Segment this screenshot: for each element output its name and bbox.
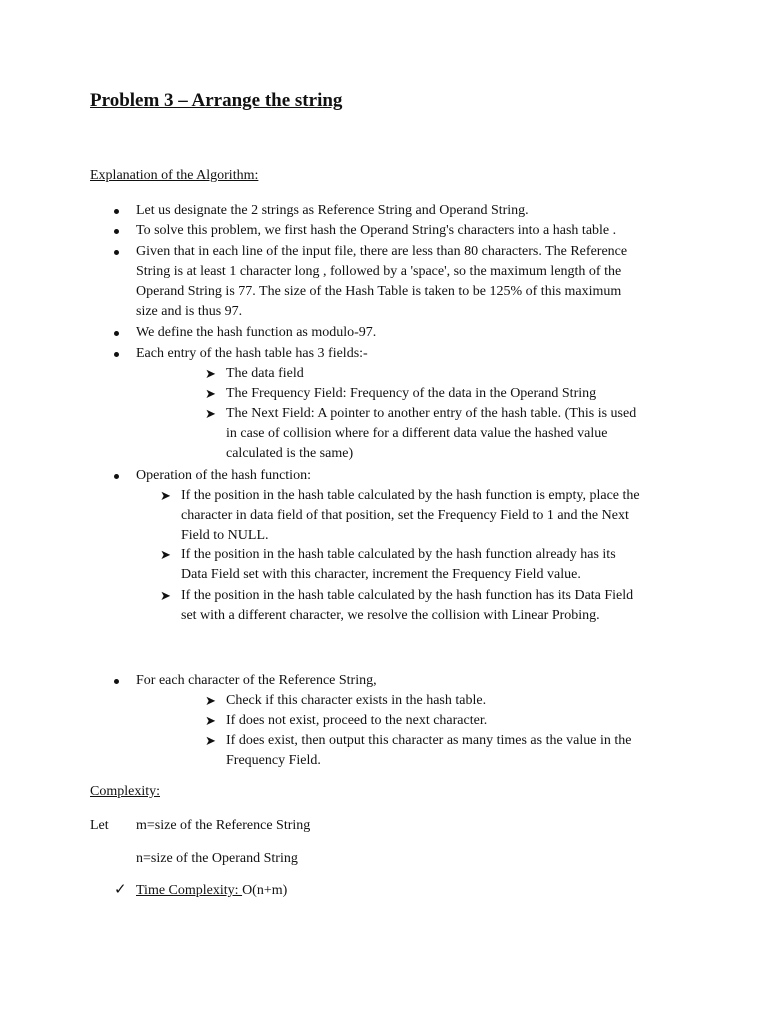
paragraph-line: String is at least 1 character long , followed by a 'space', so the maximum length of the [136, 264, 622, 279]
complexity-heading: Complexity: [90, 784, 160, 799]
m-definition: m=size of the Reference String [136, 818, 311, 833]
bullet-dot-icon [114, 474, 119, 479]
arrow-bullet-icon: ➤ [160, 547, 171, 562]
arrow-bullet-icon: ➤ [160, 588, 171, 603]
bullet-text: Each entry of the hash table has 3 fields:- [136, 346, 368, 361]
paragraph-line: set with a different character, we resolve the collision with Linear Probing. [181, 608, 600, 623]
n-definition: n=size of the Operand String [136, 851, 298, 866]
paragraph-line: Given that in each line of the input file, there are less than 80 characters. The Reference [136, 244, 628, 259]
paragraph-line: Operand String is 77. The size of the Hash Table is taken to be 125% of this maximum [136, 284, 622, 299]
bullet-paragraph [136, 242, 627, 322]
checkmark-icon: ✓ [114, 882, 127, 898]
bullet-text: To solve this problem, we first hash the Operand String's characters into a hash table . [136, 223, 617, 238]
bullet-text: We define the hash function as modulo-97. [136, 325, 377, 340]
bullet-text: Let us designate the 2 strings as Reference String and Operand String. [136, 203, 529, 218]
sub-bullet-paragraph [226, 731, 632, 771]
time-complexity-label: Time Complexity: [136, 883, 243, 898]
sub-bullet-paragraph [181, 486, 640, 546]
time-complexity-line [136, 881, 287, 901]
paragraph-line: character in data field of that position, set the Frequency Field to 1 and the Next [181, 508, 629, 523]
bullet-dot-icon [114, 679, 119, 684]
sub-bullet-text: The Frequency Field: Frequency of the data in the Operand String [226, 386, 597, 401]
arrow-bullet-icon: ➤ [205, 693, 216, 708]
bullet-dot-icon [114, 331, 119, 336]
paragraph-line: Frequency Field. [226, 753, 321, 768]
arrow-bullet-icon: ➤ [205, 386, 216, 401]
paragraph-line: in case of collision where for a different data value the hashed value [226, 426, 608, 441]
bullet-dot-icon [114, 229, 119, 234]
time-complexity-value: O(n+m) [242, 883, 288, 898]
paragraph-line: Data Field set with this character, increment the Frequency Field value. [181, 567, 581, 582]
bullet-text: For each character of the Reference String, [136, 673, 377, 688]
paragraph-line: The Next Field: A pointer to another entry of the hash table. (This is used [226, 406, 637, 421]
explanation-heading: Explanation of the Algorithm: [90, 168, 259, 183]
arrow-bullet-icon: ➤ [205, 406, 216, 421]
bullet-dot-icon [114, 209, 119, 214]
sub-bullet-text: If does not exist, proceed to the next character. [226, 713, 488, 728]
let-label: Let [90, 818, 109, 833]
sub-bullet-text: Check if this character exists in the hash table. [226, 693, 487, 708]
arrow-bullet-icon: ➤ [205, 713, 216, 728]
arrow-bullet-icon: ➤ [205, 366, 216, 381]
sub-bullet-text: The data field [226, 366, 304, 381]
paragraph-line: If the position in the hash table calculated by the hash function is empty, place the [181, 488, 640, 503]
sub-bullet-paragraph [181, 545, 616, 585]
sub-bullet-paragraph [181, 586, 633, 626]
bullet-dot-icon [114, 250, 119, 255]
sub-bullet-paragraph [226, 404, 636, 464]
paragraph-line: calculated is the same) [226, 446, 354, 461]
paragraph-line: If the position in the hash table calculated by the hash function has its Data Field [181, 588, 634, 603]
paragraph-line: size and is thus 97. [136, 304, 243, 319]
bullet-text: Operation of the hash function: [136, 468, 311, 483]
paragraph-line: Field to NULL. [181, 528, 269, 543]
paragraph-line: If does exist, then output this character as many times as the value in the [226, 733, 632, 748]
arrow-bullet-icon: ➤ [205, 733, 216, 748]
bullet-dot-icon [114, 352, 119, 357]
page-title: Problem 3 – Arrange the string [90, 90, 343, 111]
arrow-bullet-icon: ➤ [160, 488, 171, 503]
paragraph-line: If the position in the hash table calculated by the hash function already has its [181, 547, 616, 562]
